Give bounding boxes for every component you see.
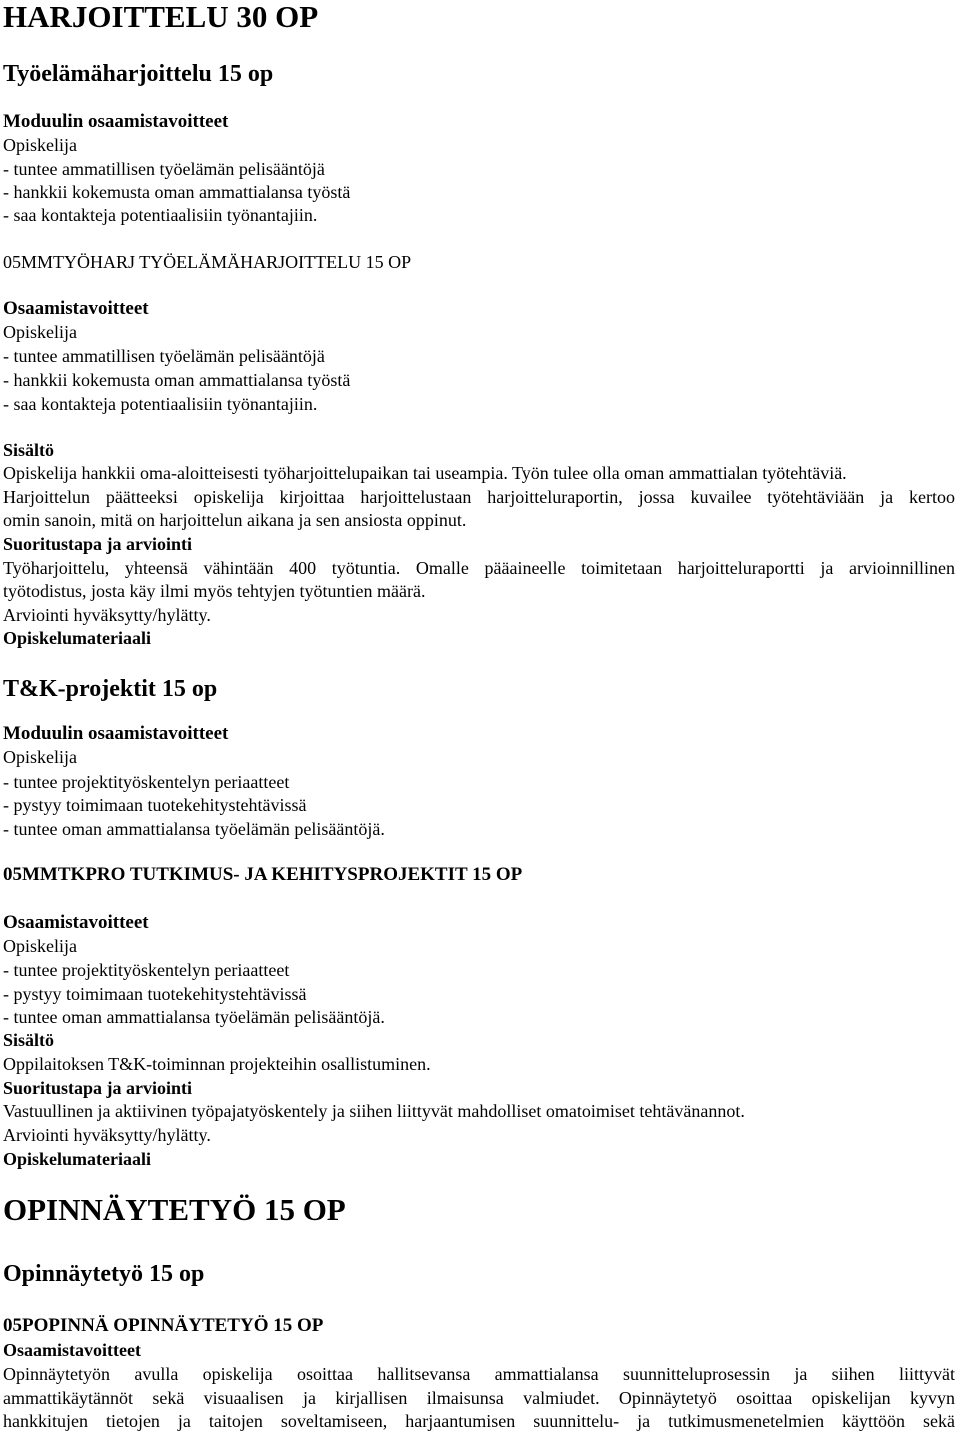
student-label: Opiskelija: [3, 322, 77, 342]
module-title: T&K-projektit 15 op: [3, 676, 218, 702]
student-label: Opiskelija: [3, 747, 77, 767]
course-goals-heading: Osaamistavoitteet: [3, 298, 149, 319]
course-title: 05MMTKPRO TUTKIMUS- JA KEHITYSPROJEKTIT 15 OP: [3, 864, 523, 885]
goal-item: - hankkii kokemusta oman ammattialansa työstä: [3, 370, 351, 390]
goal-item: - tuntee oman ammattialansa työelämän pelisääntöjä.: [3, 1007, 385, 1027]
material-heading: Opiskelumateriaali: [3, 1149, 151, 1169]
content-line: omin sanoin, mitä on harjoittelun aikana ja sen ansiosta oppinut.: [3, 510, 467, 530]
goal-item: - pystyy toimimaan tuotekehitystehtävissä: [3, 795, 307, 815]
thesis-line: hankkitujen tietojen ja taitojen soveltamiseen, harjaantumisen suunnittelu- ja tutkimusmenetelmien käyttöön sekä: [3, 1411, 955, 1431]
goal-item: - tuntee ammatillisen työelämän pelisääntöjä: [3, 159, 325, 179]
content-heading: Sisältö: [3, 1030, 55, 1050]
content-line: Harjoittelun päätteeksi opiskelija kirjoittaa harjoittelustaan harjoitteluraportin, jossa kuvailee työtehtäviään ja kertoo: [3, 487, 955, 507]
course-title: 05POPINNÄ OPINNÄYTETYÖ 15 OP: [3, 1315, 324, 1336]
content-line: Oppilaitoksen T&K-toiminnan projekteihin osallistuminen.: [3, 1054, 431, 1074]
goal-item: - tuntee ammatillisen työelämän pelisääntöjä: [3, 346, 325, 366]
assessment-line: Vastuullinen ja aktiivinen työpajatyöskentely ja siihen liittyvät mahdolliset omatoimiset tehtävänannot.: [3, 1101, 745, 1121]
assessment-line: työtodistus, josta käy ilmi myös tehtyjen työtuntien määrä.: [3, 581, 426, 601]
assessment-line: Työharjoittelu, yhteensä vähintään 400 työtuntia. Omalle pääaineelle toimitetaan harjoitteluraportti ja arvioinnillinen: [3, 558, 955, 578]
course-goals-heading: Osaamistavoitteet: [3, 912, 149, 933]
module-title: Työelämäharjoittelu 15 op: [3, 61, 274, 87]
content-heading: Sisältö: [3, 440, 55, 460]
goal-item: - pystyy toimimaan tuotekehitystehtävissä: [3, 984, 307, 1004]
section-title: HARJOITTELU 30 OP: [3, 0, 319, 34]
assessment-line: Arviointi hyväksytty/hylätty.: [3, 605, 211, 625]
goal-item: - saa kontakteja potentiaalisiin työnantajiin.: [3, 394, 318, 414]
student-label: Opiskelija: [3, 936, 77, 956]
module-title: Opinnäytetyö 15 op: [3, 1261, 205, 1287]
thesis-line: ammattikäytännöt sekä visuaalisen ja kirjallisen ilmaisunsa valmiudet. Opinnäytetyö osoittaa opiskelijan kyvyn: [3, 1388, 955, 1408]
goal-item: - tuntee projektityöskentelyn periaatteet: [3, 772, 290, 792]
assessment-heading: Suoritustapa ja arviointi: [3, 1078, 193, 1098]
content-line: Opiskelija hankkii oma-aloitteisesti työharjoittelupaikan tai useampia. Työn tulee olla oman ammattialan työtehtäviä.: [3, 463, 847, 483]
goal-item: - tuntee projektityöskentelyn periaatteet: [3, 960, 290, 980]
goal-item: - tuntee oman ammattialansa työelämän pelisääntöjä.: [3, 819, 385, 839]
goal-item: - hankkii kokemusta oman ammattialansa työstä: [3, 182, 351, 202]
goal-item: - saa kontakteja potentiaalisiin työnantajiin.: [3, 205, 318, 225]
thesis-line: Opinnäytetyön avulla opiskelija osoittaa hallitsevansa ammattialansa suunnitteluprosessin ja siihen liittyvät: [3, 1364, 955, 1384]
assessment-heading: Suoritustapa ja arviointi: [3, 534, 193, 554]
course-title: 05MMTYÖHARJ TYÖELÄMÄHARJOITTELU 15 OP: [3, 252, 412, 272]
module-goals-heading: Moduulin osaamistavoitteet: [3, 723, 229, 744]
assessment-line: Arviointi hyväksytty/hylätty.: [3, 1125, 211, 1145]
course-goals-heading: Osaamistavoitteet: [3, 1340, 141, 1360]
section-title: OPINNÄYTETYÖ 15 OP: [3, 1192, 346, 1227]
module-goals-heading: Moduulin osaamistavoitteet: [3, 111, 229, 132]
material-heading: Opiskelumateriaali: [3, 628, 151, 648]
student-label: Opiskelija: [3, 135, 77, 155]
